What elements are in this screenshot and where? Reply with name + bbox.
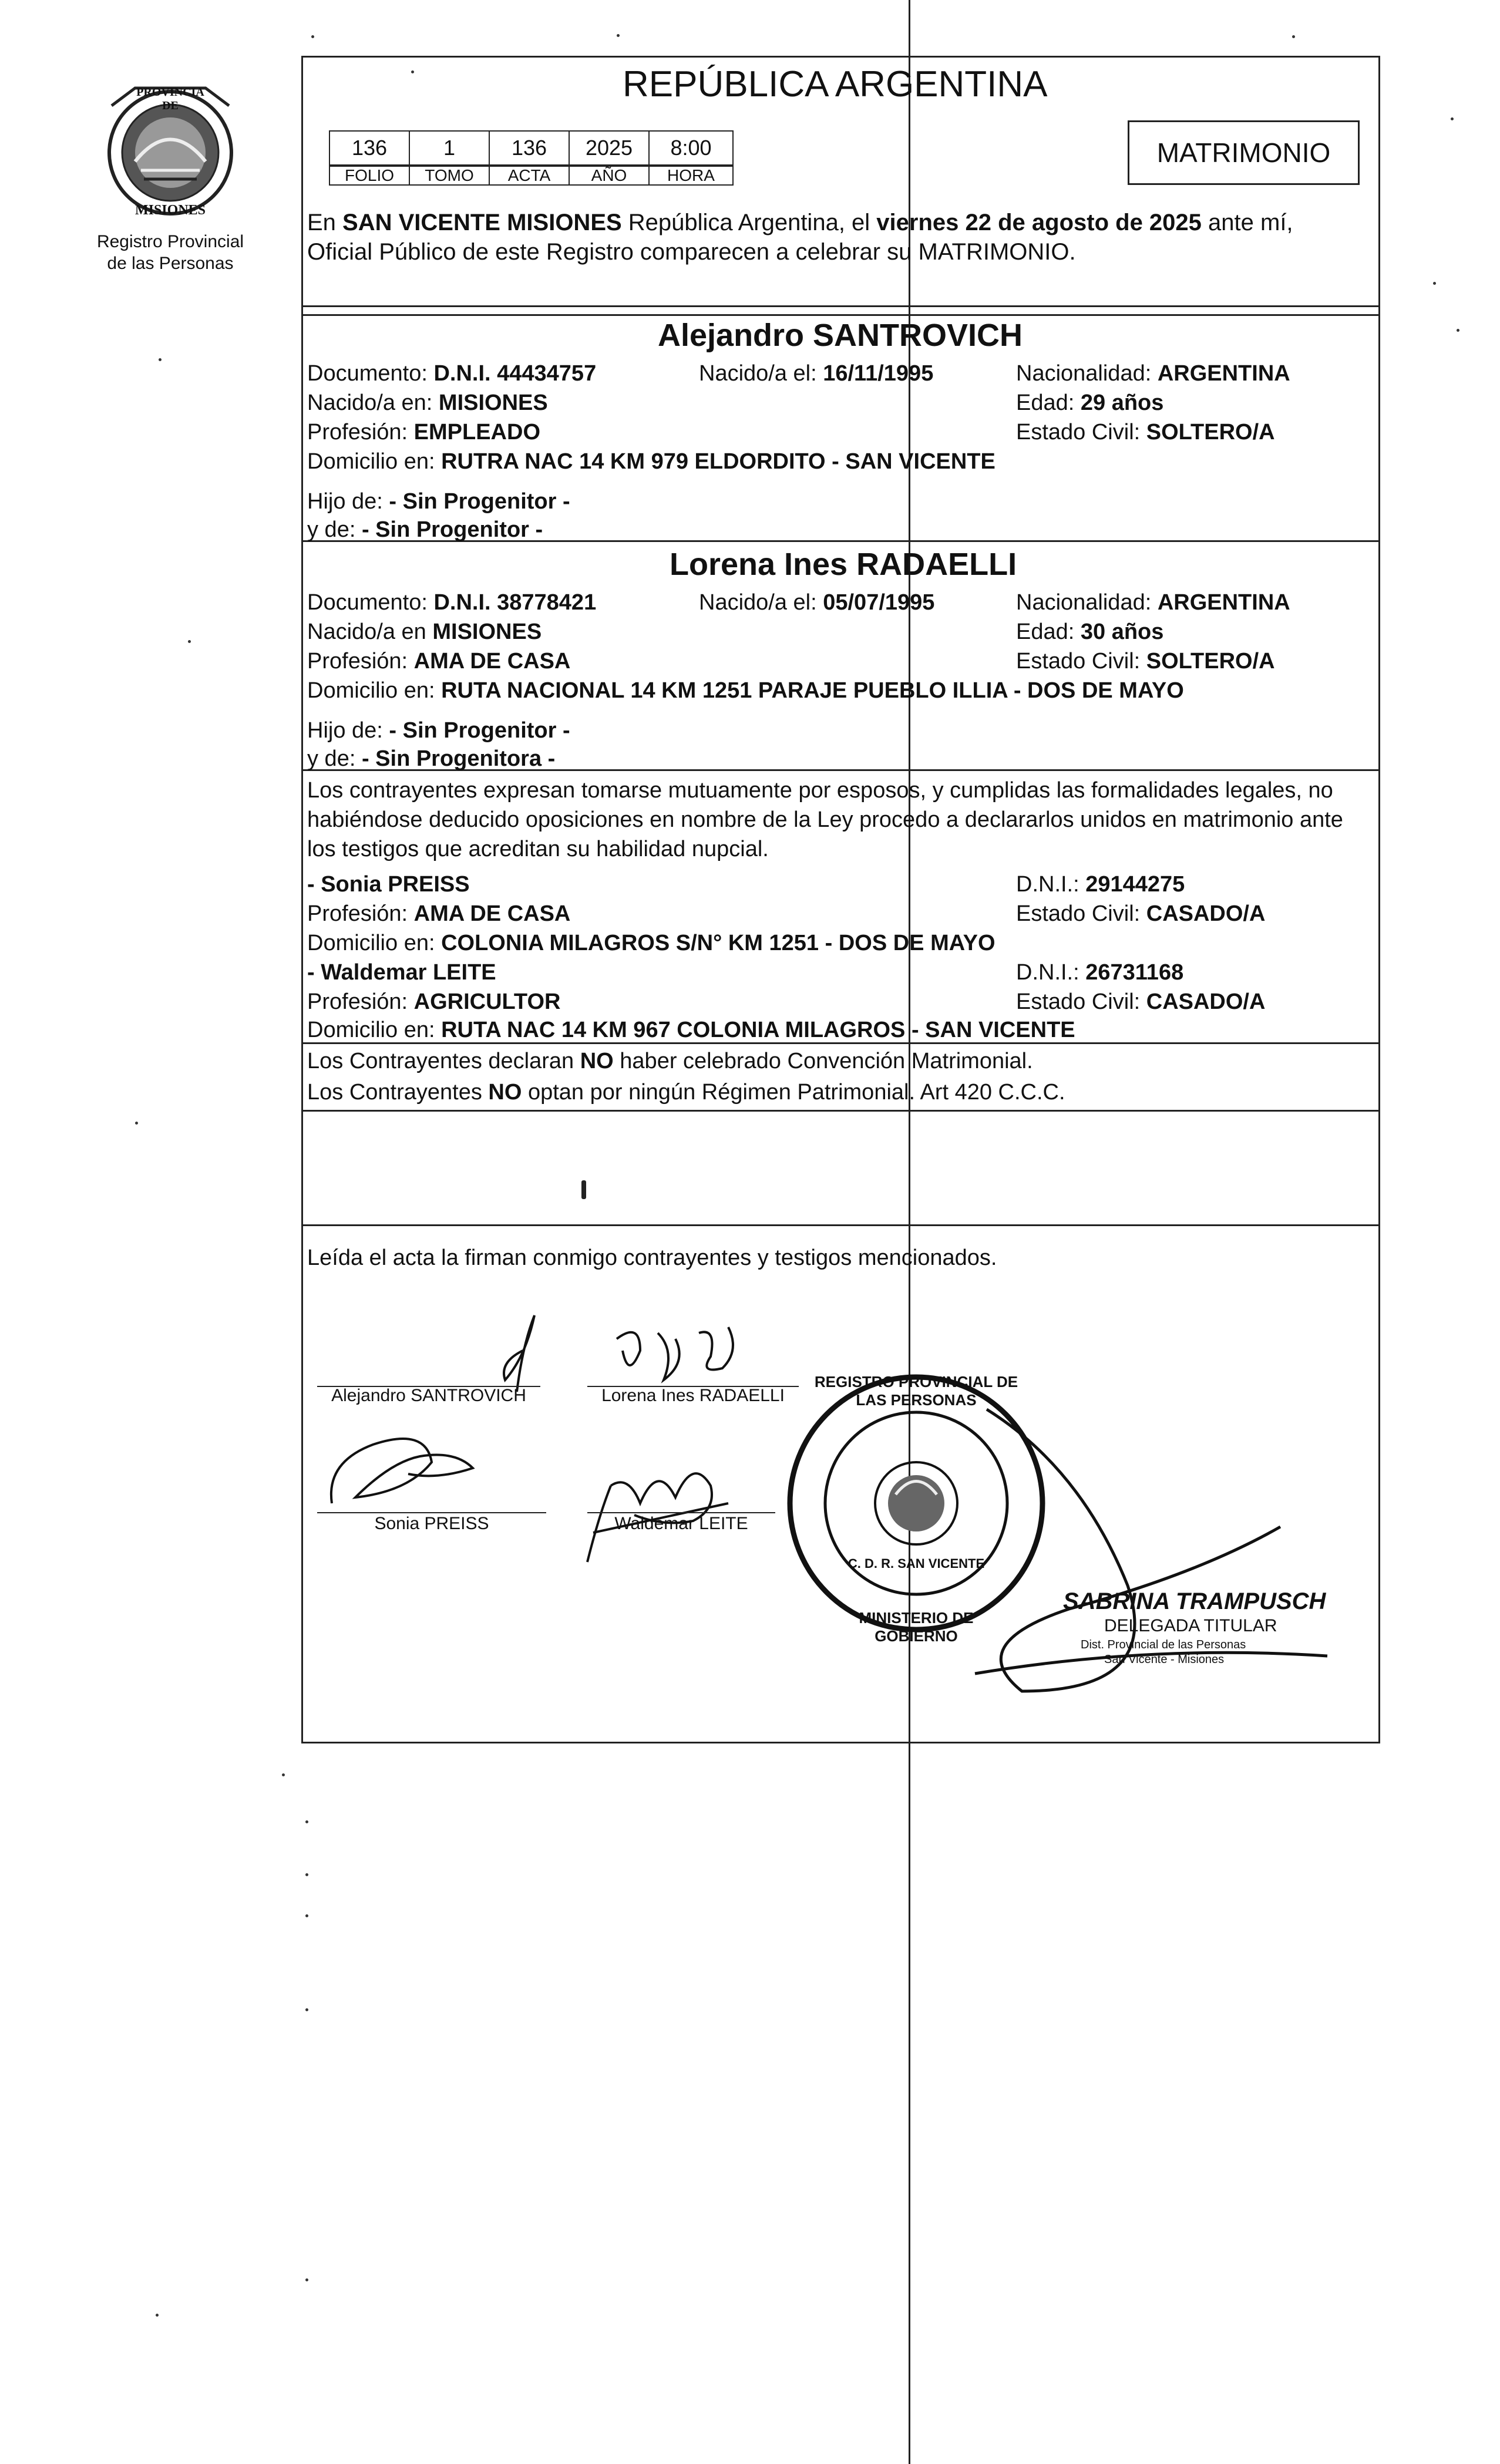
official-org-line2: San Vicente - Misiones xyxy=(1104,1653,1225,1666)
scan-speck xyxy=(1451,117,1454,120)
c2-age xyxy=(1016,618,1163,646)
scan-speck xyxy=(159,358,162,361)
c1-prof-value: EMPLEADO xyxy=(413,420,541,445)
signature-name-3: Sonia PREISS xyxy=(374,1514,489,1533)
c2-born-in-value: MISIONES xyxy=(432,620,542,644)
t2-prof-label: Profesión: xyxy=(307,989,414,1014)
intro-line1 xyxy=(307,208,1293,237)
c1-born-on-label: Nacido/a el: xyxy=(699,361,823,386)
conv2-a: Los Contrayentes xyxy=(307,1080,489,1105)
page-title: REPÚBLICA ARGENTINA xyxy=(623,64,1048,105)
c1-nat-label: Nacionalidad: xyxy=(1016,361,1158,386)
c1-addr-label: Domicilio en: xyxy=(307,449,442,474)
t1-prof-label: Profesión: xyxy=(307,901,414,926)
testigo1-address xyxy=(307,929,995,957)
scan-speck xyxy=(305,2278,308,2281)
divider-blank xyxy=(301,1110,1380,1112)
closing-text: Leída el acta la firman conmigo contrayentes y testigos mencionados. xyxy=(307,1246,997,1270)
t1-dni-label: D.N.I.: xyxy=(1016,872,1086,897)
contrayente1-name: Alejandro SANTROVICH xyxy=(658,318,1023,353)
scan-speck xyxy=(311,35,314,38)
folio-value: 136 xyxy=(329,130,410,166)
logo-caption-line2: de las Personas xyxy=(107,254,234,273)
c2-prof-value: AMA DE CASA xyxy=(413,649,571,674)
tomo-value: 1 xyxy=(409,130,490,166)
c2-doc-label: Documento: xyxy=(307,590,434,615)
acta-label: ACTA xyxy=(489,166,570,186)
c1-civil-status xyxy=(1016,418,1275,446)
c2-addr-label: Domicilio en: xyxy=(307,678,442,703)
c1-parent1-label: Hijo de: xyxy=(307,489,389,514)
t1-addr-value: COLONIA MILAGROS S/N° KM 1251 - DOS DE MAYO xyxy=(441,931,995,955)
official-signature xyxy=(951,1398,1351,1718)
testigo2-civil xyxy=(1016,988,1265,1016)
seal-ring-top: REGISTRO PROVINCIAL DE LAS PERSONAS xyxy=(814,1373,1018,1409)
scan-speck xyxy=(305,2008,308,2011)
declaration-line3: los testigos que acreditan su habilidad nupcial. xyxy=(307,837,769,861)
t1-civil-value: CASADO/A xyxy=(1146,901,1266,926)
c2-parent2 xyxy=(307,745,555,773)
c2-born-on xyxy=(699,588,934,617)
hora-value: 8:00 xyxy=(648,130,734,166)
tomo-label: TOMO xyxy=(409,166,490,186)
c1-prof-label: Profesión: xyxy=(307,420,414,445)
logo-ring-bottom: MISIONES xyxy=(134,203,206,218)
c1-document xyxy=(307,359,596,388)
official-org-line1: Dist. Provincial de las Personas xyxy=(1081,1638,1246,1651)
signature-line-4 xyxy=(587,1512,775,1513)
c2-doc-value: D.N.I. 38778421 xyxy=(433,590,597,615)
c2-born-on-label: Nacido/a el: xyxy=(699,590,823,615)
conv1-a: Los Contrayentes declaran xyxy=(307,1049,580,1073)
conv2-no: NO xyxy=(488,1080,522,1105)
c1-nat-value: ARGENTINA xyxy=(1157,361,1290,386)
intro-text-b: República Argentina, el xyxy=(621,210,877,235)
scan-speck xyxy=(188,640,191,643)
c2-parent1-label: Hijo de: xyxy=(307,718,389,743)
testigo2-dni xyxy=(1016,958,1183,987)
c2-nationality xyxy=(1016,588,1290,617)
official-title: DELEGADA TITULAR xyxy=(1104,1616,1277,1635)
c2-parent2-label: y de: xyxy=(307,746,362,771)
scan-speck xyxy=(156,2314,159,2317)
intro-text-a: En xyxy=(307,210,343,235)
official-name: SABRINA TRAMPUSCH xyxy=(1063,1588,1326,1614)
t2-addr-label: Domicilio en: xyxy=(307,1018,442,1042)
t1-civil-label: Estado Civil: xyxy=(1016,901,1146,926)
c1-born-in-value: MISIONES xyxy=(438,391,548,415)
scan-speck xyxy=(135,1122,138,1125)
c1-doc-value: D.N.I. 44434757 xyxy=(433,361,597,386)
scan-speck xyxy=(305,1873,308,1876)
c1-age xyxy=(1016,389,1163,417)
c2-born-on-value: 05/07/1995 xyxy=(823,590,935,615)
c2-nat-label: Nacionalidad: xyxy=(1016,590,1158,615)
c2-civil-status xyxy=(1016,647,1275,675)
c2-parent1 xyxy=(307,716,570,745)
c1-parent1 xyxy=(307,487,570,516)
testigo2-address xyxy=(307,1016,1075,1044)
t2-civil-label: Estado Civil: xyxy=(1016,989,1146,1014)
signature-preiss xyxy=(320,1427,514,1524)
scan-speck xyxy=(282,1773,285,1776)
c2-parent2-value: - Sin Progenitora - xyxy=(361,746,556,771)
scan-speck xyxy=(617,34,620,37)
t1-addr-label: Domicilio en: xyxy=(307,931,442,955)
logo-ring-top: PROVINCIA DE xyxy=(136,86,204,112)
convencion-line2 xyxy=(307,1078,1065,1106)
signature-line-3 xyxy=(317,1512,546,1513)
t2-dni-value: 26731168 xyxy=(1085,960,1184,985)
c2-age-value: 30 años xyxy=(1080,620,1164,644)
contrayente2-name: Lorena Ines RADAELLI xyxy=(670,547,1017,582)
acta-value: 136 xyxy=(489,130,570,166)
signature-radaelli xyxy=(605,1315,758,1395)
c1-profession xyxy=(307,418,540,446)
c1-born-on-value: 16/11/1995 xyxy=(823,361,934,386)
c1-nationality xyxy=(1016,359,1290,388)
registry-logo xyxy=(88,82,253,223)
anio-value: 2025 xyxy=(569,130,650,166)
c2-parent1-value: - Sin Progenitor - xyxy=(389,718,570,743)
testigo1-civil xyxy=(1016,900,1265,928)
testigo1-dni xyxy=(1016,870,1185,898)
scan-speck xyxy=(411,70,414,73)
declaration-line2: habiéndose deducido oposiciones en nombre de la Ley procedo a declararlos unidos en matrimonio ante xyxy=(307,807,1343,832)
intro-line2: Oficial Público de este Registro comparecen a celebrar su MATRIMONIO. xyxy=(307,239,1076,265)
conv1-b: haber celebrado Convención Matrimonial. xyxy=(613,1049,1033,1073)
scan-speck xyxy=(1433,282,1436,285)
t2-dni-label: D.N.I.: xyxy=(1016,960,1086,985)
signature-name-4: Waldemar LEITE xyxy=(614,1514,748,1533)
conv2-b: optan por ningún Régimen Patrimonial. Art 420 C.C.C. xyxy=(522,1080,1065,1105)
c2-civil-label: Estado Civil: xyxy=(1016,649,1146,674)
signature-name-2: Lorena Ines RADAELLI xyxy=(601,1386,785,1405)
c2-address xyxy=(307,676,1184,705)
seal-inner-text: C. D. R. SAN VICENTE xyxy=(847,1556,985,1571)
testigo2-profession xyxy=(307,988,560,1016)
c2-born-in xyxy=(307,618,542,646)
c1-parent2-value: - Sin Progenitor - xyxy=(361,517,543,542)
conv1-no: NO xyxy=(580,1049,614,1073)
c1-born-in xyxy=(307,389,548,417)
anio-label: AÑO xyxy=(569,166,650,186)
c1-address xyxy=(307,447,995,476)
c1-doc-label: Documento: xyxy=(307,361,434,386)
folio-label: FOLIO xyxy=(329,166,410,186)
t1-dni-value: 29144275 xyxy=(1085,872,1185,897)
signature-leite xyxy=(576,1450,740,1571)
c2-profession xyxy=(307,647,570,675)
t1-prof-value: AMA DE CASA xyxy=(413,901,571,926)
c2-age-label: Edad: xyxy=(1016,620,1081,644)
ink-mark xyxy=(581,1180,586,1199)
convencion-line1 xyxy=(307,1047,1033,1075)
divider-header xyxy=(301,305,1380,307)
seal-ring-bottom: MINISTERIO DE GOBIERNO xyxy=(859,1609,974,1645)
testigo1-profession xyxy=(307,900,570,928)
signature-name-1: Alejandro SANTROVICH xyxy=(331,1386,526,1405)
intro-city: SAN VICENTE MISIONES xyxy=(342,210,622,235)
c1-parent2-label: y de: xyxy=(307,517,362,542)
c1-age-label: Edad: xyxy=(1016,391,1081,415)
c2-prof-label: Profesión: xyxy=(307,649,414,674)
intro-text-c: ante mí, xyxy=(1201,210,1293,235)
testigo1-name: - Sonia PREISS xyxy=(307,872,470,897)
logo-caption-line1: Registro Provincial xyxy=(96,232,244,251)
c2-civil-value: SOLTERO/A xyxy=(1146,649,1275,674)
act-type-box: MATRIMONIO xyxy=(1128,120,1360,185)
c1-age-value: 29 años xyxy=(1080,391,1164,415)
t2-addr-value: RUTA NAC 14 KM 967 COLONIA MILAGROS - SAN VICENTE xyxy=(441,1018,1075,1042)
c1-civil-label: Estado Civil: xyxy=(1016,420,1146,445)
divider-contrayente1 xyxy=(301,314,1380,316)
c2-addr-value: RUTA NACIONAL 14 KM 1251 PARAJE PUEBLO ILLIA - DOS DE MAYO xyxy=(441,678,1184,703)
c1-parent1-value: - Sin Progenitor - xyxy=(389,489,570,514)
scan-speck xyxy=(1292,35,1295,38)
t2-civil-value: CASADO/A xyxy=(1146,989,1266,1014)
scan-speck xyxy=(1457,329,1459,332)
hora-label: HORA xyxy=(648,166,734,186)
c1-born-in-label: Nacido/a en: xyxy=(307,391,439,415)
scan-speck xyxy=(305,1914,308,1917)
testigo2-name: - Waldemar LEITE xyxy=(307,960,496,985)
c1-addr-value: RUTRA NAC 14 KM 979 ELDORDITO - SAN VICENTE xyxy=(441,449,995,474)
c1-civil-value: SOLTERO/A xyxy=(1146,420,1275,445)
c1-parent2 xyxy=(307,516,543,544)
intro-date: viernes 22 de agosto de 2025 xyxy=(876,210,1202,235)
divider-closing xyxy=(301,1224,1380,1226)
scan-speck xyxy=(305,1820,308,1823)
c2-born-in-label: Nacido/a en xyxy=(307,620,433,644)
declaration-line1: Los contrayentes expresan tomarse mutuamente por esposos, y cumplidas las formalidades legales, no xyxy=(307,778,1333,803)
c2-nat-value: ARGENTINA xyxy=(1157,590,1290,615)
c1-born-on xyxy=(699,359,933,388)
c2-document xyxy=(307,588,596,617)
t2-prof-value: AGRICULTOR xyxy=(413,989,561,1014)
